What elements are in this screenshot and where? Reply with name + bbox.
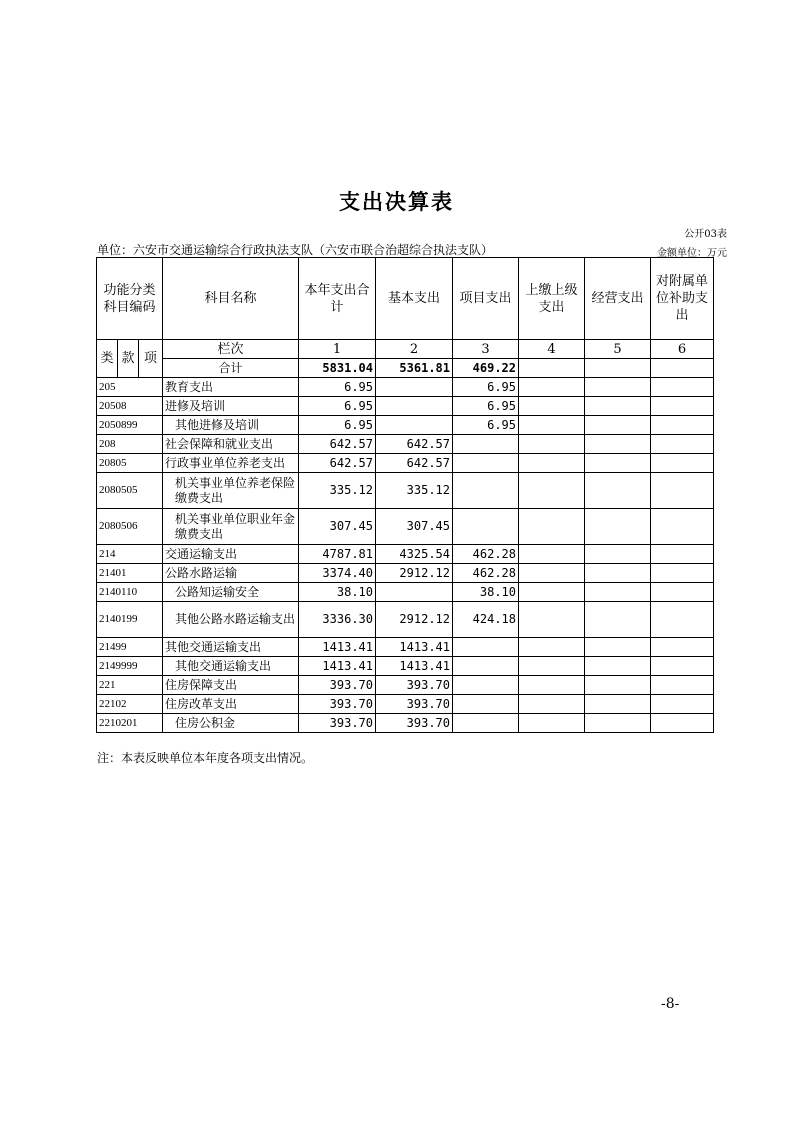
row-business bbox=[585, 473, 651, 509]
row-project: 462.28 bbox=[453, 564, 519, 583]
row-subsidy bbox=[651, 657, 714, 676]
row-business bbox=[585, 676, 651, 695]
row-project bbox=[453, 695, 519, 714]
row-project: 38.10 bbox=[453, 583, 519, 602]
total-sum: 5831.04 bbox=[299, 359, 376, 378]
row-subsidy bbox=[651, 564, 714, 583]
row-subsidy bbox=[651, 509, 714, 545]
row-basic: 335.12 bbox=[376, 473, 453, 509]
table-row bbox=[97, 416, 714, 435]
form-number: 公开03表 bbox=[684, 229, 727, 240]
row-project: 6.95 bbox=[453, 416, 519, 435]
header-lanci: 栏次 bbox=[163, 340, 299, 359]
row-subsidy bbox=[651, 397, 714, 416]
row-code: 22102 bbox=[97, 695, 163, 714]
row-business bbox=[585, 378, 651, 397]
row-code: 2080506 bbox=[97, 509, 163, 545]
row-name: 其他交通运输支出 bbox=[163, 657, 299, 676]
row-business bbox=[585, 545, 651, 564]
total-basic: 5361.81 bbox=[376, 359, 453, 378]
unit-label: 单位：六安市交通运输综合行政执法支队（六安市联合治超综合执法支队） bbox=[97, 243, 494, 257]
row-upper bbox=[519, 435, 585, 454]
row-subsidy bbox=[651, 714, 714, 733]
row-upper bbox=[519, 714, 585, 733]
row-upper bbox=[519, 695, 585, 714]
row-subsidy bbox=[651, 545, 714, 564]
row-basic bbox=[376, 397, 453, 416]
row-code: 21401 bbox=[97, 564, 163, 583]
row-code: 205 bbox=[97, 378, 163, 397]
row-basic: 1413.41 bbox=[376, 657, 453, 676]
row-name: 其他进修及培训 bbox=[163, 416, 299, 435]
footnote: 注：本表反映单位本年度各项支出情况。 bbox=[97, 751, 314, 765]
row-business bbox=[585, 714, 651, 733]
col-number-1: 1 bbox=[299, 340, 376, 359]
table-row bbox=[97, 454, 714, 473]
row-code: 2140110 bbox=[97, 583, 163, 602]
row-basic: 642.57 bbox=[376, 435, 453, 454]
row-upper bbox=[519, 657, 585, 676]
row-subsidy bbox=[651, 435, 714, 454]
table-row bbox=[97, 378, 714, 397]
row-project: 424.18 bbox=[453, 602, 519, 638]
total-label: 合计 bbox=[163, 359, 299, 378]
row-total: 642.57 bbox=[299, 435, 376, 454]
row-business bbox=[585, 509, 651, 545]
row-project: 6.95 bbox=[453, 397, 519, 416]
row-code: 2080505 bbox=[97, 473, 163, 509]
row-basic bbox=[376, 583, 453, 602]
row-subsidy bbox=[651, 583, 714, 602]
table-row bbox=[97, 714, 714, 733]
row-upper bbox=[519, 454, 585, 473]
row-code: 2149999 bbox=[97, 657, 163, 676]
row-business bbox=[585, 416, 651, 435]
row-name: 住房公积金 bbox=[163, 714, 299, 733]
row-subsidy bbox=[651, 676, 714, 695]
expenditure-table bbox=[96, 257, 714, 733]
row-business bbox=[585, 435, 651, 454]
row-subsidy bbox=[651, 378, 714, 397]
row-upper bbox=[519, 416, 585, 435]
row-name: 社会保障和就业支出 bbox=[163, 435, 299, 454]
table-row bbox=[97, 545, 714, 564]
row-name: 住房改革支出 bbox=[163, 695, 299, 714]
row-name: 交通运输支出 bbox=[163, 545, 299, 564]
row-basic: 642.57 bbox=[376, 454, 453, 473]
row-code: 21499 bbox=[97, 638, 163, 657]
row-business bbox=[585, 695, 651, 714]
table-row bbox=[97, 695, 714, 714]
row-basic: 4325.54 bbox=[376, 545, 453, 564]
row-total: 38.10 bbox=[299, 583, 376, 602]
row-business bbox=[585, 638, 651, 657]
row-name: 其他公路水路运输支出 bbox=[163, 602, 299, 638]
row-name: 公路知运输安全 bbox=[163, 583, 299, 602]
table-row bbox=[97, 657, 714, 676]
row-name: 行政事业单位养老支出 bbox=[163, 454, 299, 473]
row-basic: 2912.12 bbox=[376, 564, 453, 583]
row-upper bbox=[519, 545, 585, 564]
header-basic: 基本支出 bbox=[376, 258, 453, 340]
row-project: 462.28 bbox=[453, 545, 519, 564]
row-total: 642.57 bbox=[299, 454, 376, 473]
row-project bbox=[453, 509, 519, 545]
header-upper: 上缴上级支出 bbox=[519, 258, 585, 340]
col-number-2: 2 bbox=[376, 340, 453, 359]
row-code: 208 bbox=[97, 435, 163, 454]
row-business bbox=[585, 564, 651, 583]
row-basic: 393.70 bbox=[376, 676, 453, 695]
header-kuan: 款 bbox=[118, 340, 139, 378]
page-number: -8- bbox=[661, 996, 680, 1012]
row-name: 进修及培训 bbox=[163, 397, 299, 416]
header-subject-name: 科目名称 bbox=[163, 258, 299, 340]
row-basic: 2912.12 bbox=[376, 602, 453, 638]
row-code: 221 bbox=[97, 676, 163, 695]
header-func-code: 功能分类科目编码 bbox=[97, 258, 163, 340]
row-name: 机关事业单位职业年金缴费支出 bbox=[163, 509, 299, 545]
table-row bbox=[97, 583, 714, 602]
row-subsidy bbox=[651, 638, 714, 657]
row-project bbox=[453, 676, 519, 695]
page-title: 支出决算表 bbox=[339, 190, 454, 214]
row-business bbox=[585, 454, 651, 473]
row-code: 2210201 bbox=[97, 714, 163, 733]
row-name: 住房保障支出 bbox=[163, 676, 299, 695]
row-business bbox=[585, 602, 651, 638]
row-code: 214 bbox=[97, 545, 163, 564]
total-subsidy bbox=[651, 359, 714, 378]
row-total: 4787.81 bbox=[299, 545, 376, 564]
total-business bbox=[585, 359, 651, 378]
row-name: 公路水路运输 bbox=[163, 564, 299, 583]
row-project bbox=[453, 714, 519, 733]
table-row bbox=[97, 435, 714, 454]
row-upper bbox=[519, 676, 585, 695]
header-total: 本年支出合计 bbox=[299, 258, 376, 340]
col-number-4: 4 bbox=[519, 340, 585, 359]
row-basic: 1413.41 bbox=[376, 638, 453, 657]
table-row bbox=[97, 564, 714, 583]
row-basic: 393.70 bbox=[376, 714, 453, 733]
row-business bbox=[585, 583, 651, 602]
row-subsidy bbox=[651, 454, 714, 473]
row-upper bbox=[519, 602, 585, 638]
row-total: 1413.41 bbox=[299, 657, 376, 676]
row-total: 335.12 bbox=[299, 473, 376, 509]
row-total: 307.45 bbox=[299, 509, 376, 545]
row-upper bbox=[519, 397, 585, 416]
row-business bbox=[585, 657, 651, 676]
row-total: 393.70 bbox=[299, 676, 376, 695]
header-project: 项目支出 bbox=[453, 258, 519, 340]
row-project bbox=[453, 435, 519, 454]
total-project: 469.22 bbox=[453, 359, 519, 378]
row-upper bbox=[519, 378, 585, 397]
row-total: 393.70 bbox=[299, 714, 376, 733]
row-code: 2140199 bbox=[97, 602, 163, 638]
row-total: 3374.40 bbox=[299, 564, 376, 583]
row-total: 1413.41 bbox=[299, 638, 376, 657]
row-name: 机关事业单位养老保险缴费支出 bbox=[163, 473, 299, 509]
row-basic: 307.45 bbox=[376, 509, 453, 545]
row-upper bbox=[519, 583, 585, 602]
row-subsidy bbox=[651, 695, 714, 714]
row-upper bbox=[519, 509, 585, 545]
header-business: 经营支出 bbox=[585, 258, 651, 340]
row-code: 20508 bbox=[97, 397, 163, 416]
table-row bbox=[97, 638, 714, 657]
row-project bbox=[453, 473, 519, 509]
col-number-3: 3 bbox=[453, 340, 519, 359]
header-xiang: 项 bbox=[139, 340, 163, 378]
row-subsidy bbox=[651, 473, 714, 509]
row-subsidy bbox=[651, 602, 714, 638]
row-upper bbox=[519, 564, 585, 583]
row-basic: 393.70 bbox=[376, 695, 453, 714]
row-total: 6.95 bbox=[299, 416, 376, 435]
row-basic bbox=[376, 378, 453, 397]
row-code: 20805 bbox=[97, 454, 163, 473]
row-total: 6.95 bbox=[299, 378, 376, 397]
table-row bbox=[97, 473, 714, 509]
row-name: 教育支出 bbox=[163, 378, 299, 397]
money-unit-label: 金额单位：万元 bbox=[657, 248, 727, 259]
row-subsidy bbox=[651, 416, 714, 435]
row-total: 393.70 bbox=[299, 695, 376, 714]
row-total: 6.95 bbox=[299, 397, 376, 416]
total-upper bbox=[519, 359, 585, 378]
row-code: 2050899 bbox=[97, 416, 163, 435]
row-project bbox=[453, 454, 519, 473]
header-subsidy: 对附属单位补助支出 bbox=[651, 258, 714, 340]
table-row bbox=[97, 509, 714, 545]
row-name: 其他交通运输支出 bbox=[163, 638, 299, 657]
table-row bbox=[97, 676, 714, 695]
table-row bbox=[97, 397, 714, 416]
table-row bbox=[97, 602, 714, 638]
row-upper bbox=[519, 638, 585, 657]
row-total: 3336.30 bbox=[299, 602, 376, 638]
row-project bbox=[453, 638, 519, 657]
row-basic bbox=[376, 416, 453, 435]
col-number-5: 5 bbox=[585, 340, 651, 359]
row-project: 6.95 bbox=[453, 378, 519, 397]
header-lei: 类 bbox=[97, 340, 118, 378]
col-number-6: 6 bbox=[651, 340, 714, 359]
row-business bbox=[585, 397, 651, 416]
row-upper bbox=[519, 473, 585, 509]
row-project bbox=[453, 657, 519, 676]
